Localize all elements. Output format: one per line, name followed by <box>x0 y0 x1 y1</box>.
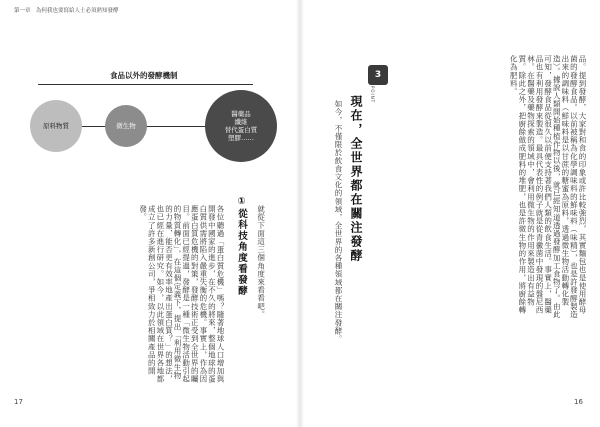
diagram-link-microbe-to-product <box>147 126 205 127</box>
body-text-technology: 各位聽過「蛋白質危機」嗎？隨著地球人口增加與開發中國家的進步，在不久的將來，整個地球的蛋白質供需將陷入嚴重失衡的危機。事實上，作為因應蛋白質危機的對策，發酵技術正受到全世界的矚目。前面已經提過，發酵是一種「微生物活動引起的物質轉化」，在這個定義下，提出「利用微生物的力量，能否更有效率地產出蛋白質？」的想法，也已經在進行研究。如今，以此領域在世界各地都成立了許多新創公司，爭相致力於相關產品的開發。 <box>138 205 225 384</box>
diagram-title-rule <box>38 84 253 85</box>
diagram-node-raw-material <box>30 100 82 152</box>
diagram-product-line: 纖維 <box>234 118 248 126</box>
point-badge-label: POINT <box>370 86 375 104</box>
point-badge-icon <box>368 65 388 85</box>
right-page <box>300 0 600 427</box>
running-head: 第一章 為何我也要寫給人士必須熟知發酵 <box>14 8 119 14</box>
book-gutter <box>296 0 304 427</box>
diagram-node-products <box>205 90 277 162</box>
diagram-title: 食品以外的發酵機制 <box>110 71 178 80</box>
section-heading-world: 現在，全世界都在關注發酵 <box>349 95 363 263</box>
page-number: 17 <box>14 398 23 406</box>
diagram-product-line: 醫藥品 <box>231 110 251 118</box>
diagram-node-microbe <box>105 105 147 147</box>
diagram-product-line: 替代蛋白質 <box>224 126 258 134</box>
page-number: 16 <box>574 398 583 406</box>
section-heading-technology: ①從科技角度看發酵 <box>236 196 247 297</box>
fermentation-diagram <box>20 70 290 180</box>
body-text-food-and-medicine: 品。提到發酵，大家對和食的印象或許比較強烈，其實麵包也是使用酵母菌的發酵食品。以前被稱為化學調味料的鮮味料（味精），也是許發酵製造出來的調味料（鮮味料是以甘蔗的糖蜜為原料，透過微生物活動轉化製造）。據說人類開始種植作物以後，就已經知道透過發酵加工食物了。由此可知，發酵食品從很久以前便支持著我們人類的飲食生活。事實上，醫藥品也有利用發酵來製造。最具代表性的例子就是從青黴菌中發現的盤尼西林。在醫藥及藥物探索的領域中，會利用微生物的作用來製造出有益物質。除此之外，把廚餘做成肥料的堆肥，也是許微生物的作用，將廚餘轉化為肥料。 <box>509 55 587 319</box>
diagram-product-line: 塑膠…… <box>228 134 254 142</box>
diagram-link-raw-to-microbe <box>82 126 105 127</box>
diagram-node-raw-label: 原料物質 <box>43 122 69 130</box>
diagram-node-microbe-label: 微生物 <box>116 122 136 130</box>
intro-text: 就從下面這三個角度來看看吧。 <box>256 205 266 319</box>
section-body-world: 如今，不僅限於飲食文化的領域，全世界的各種領域都在關注發酵。 <box>334 100 343 343</box>
point-badge-number: 3 <box>374 70 382 80</box>
